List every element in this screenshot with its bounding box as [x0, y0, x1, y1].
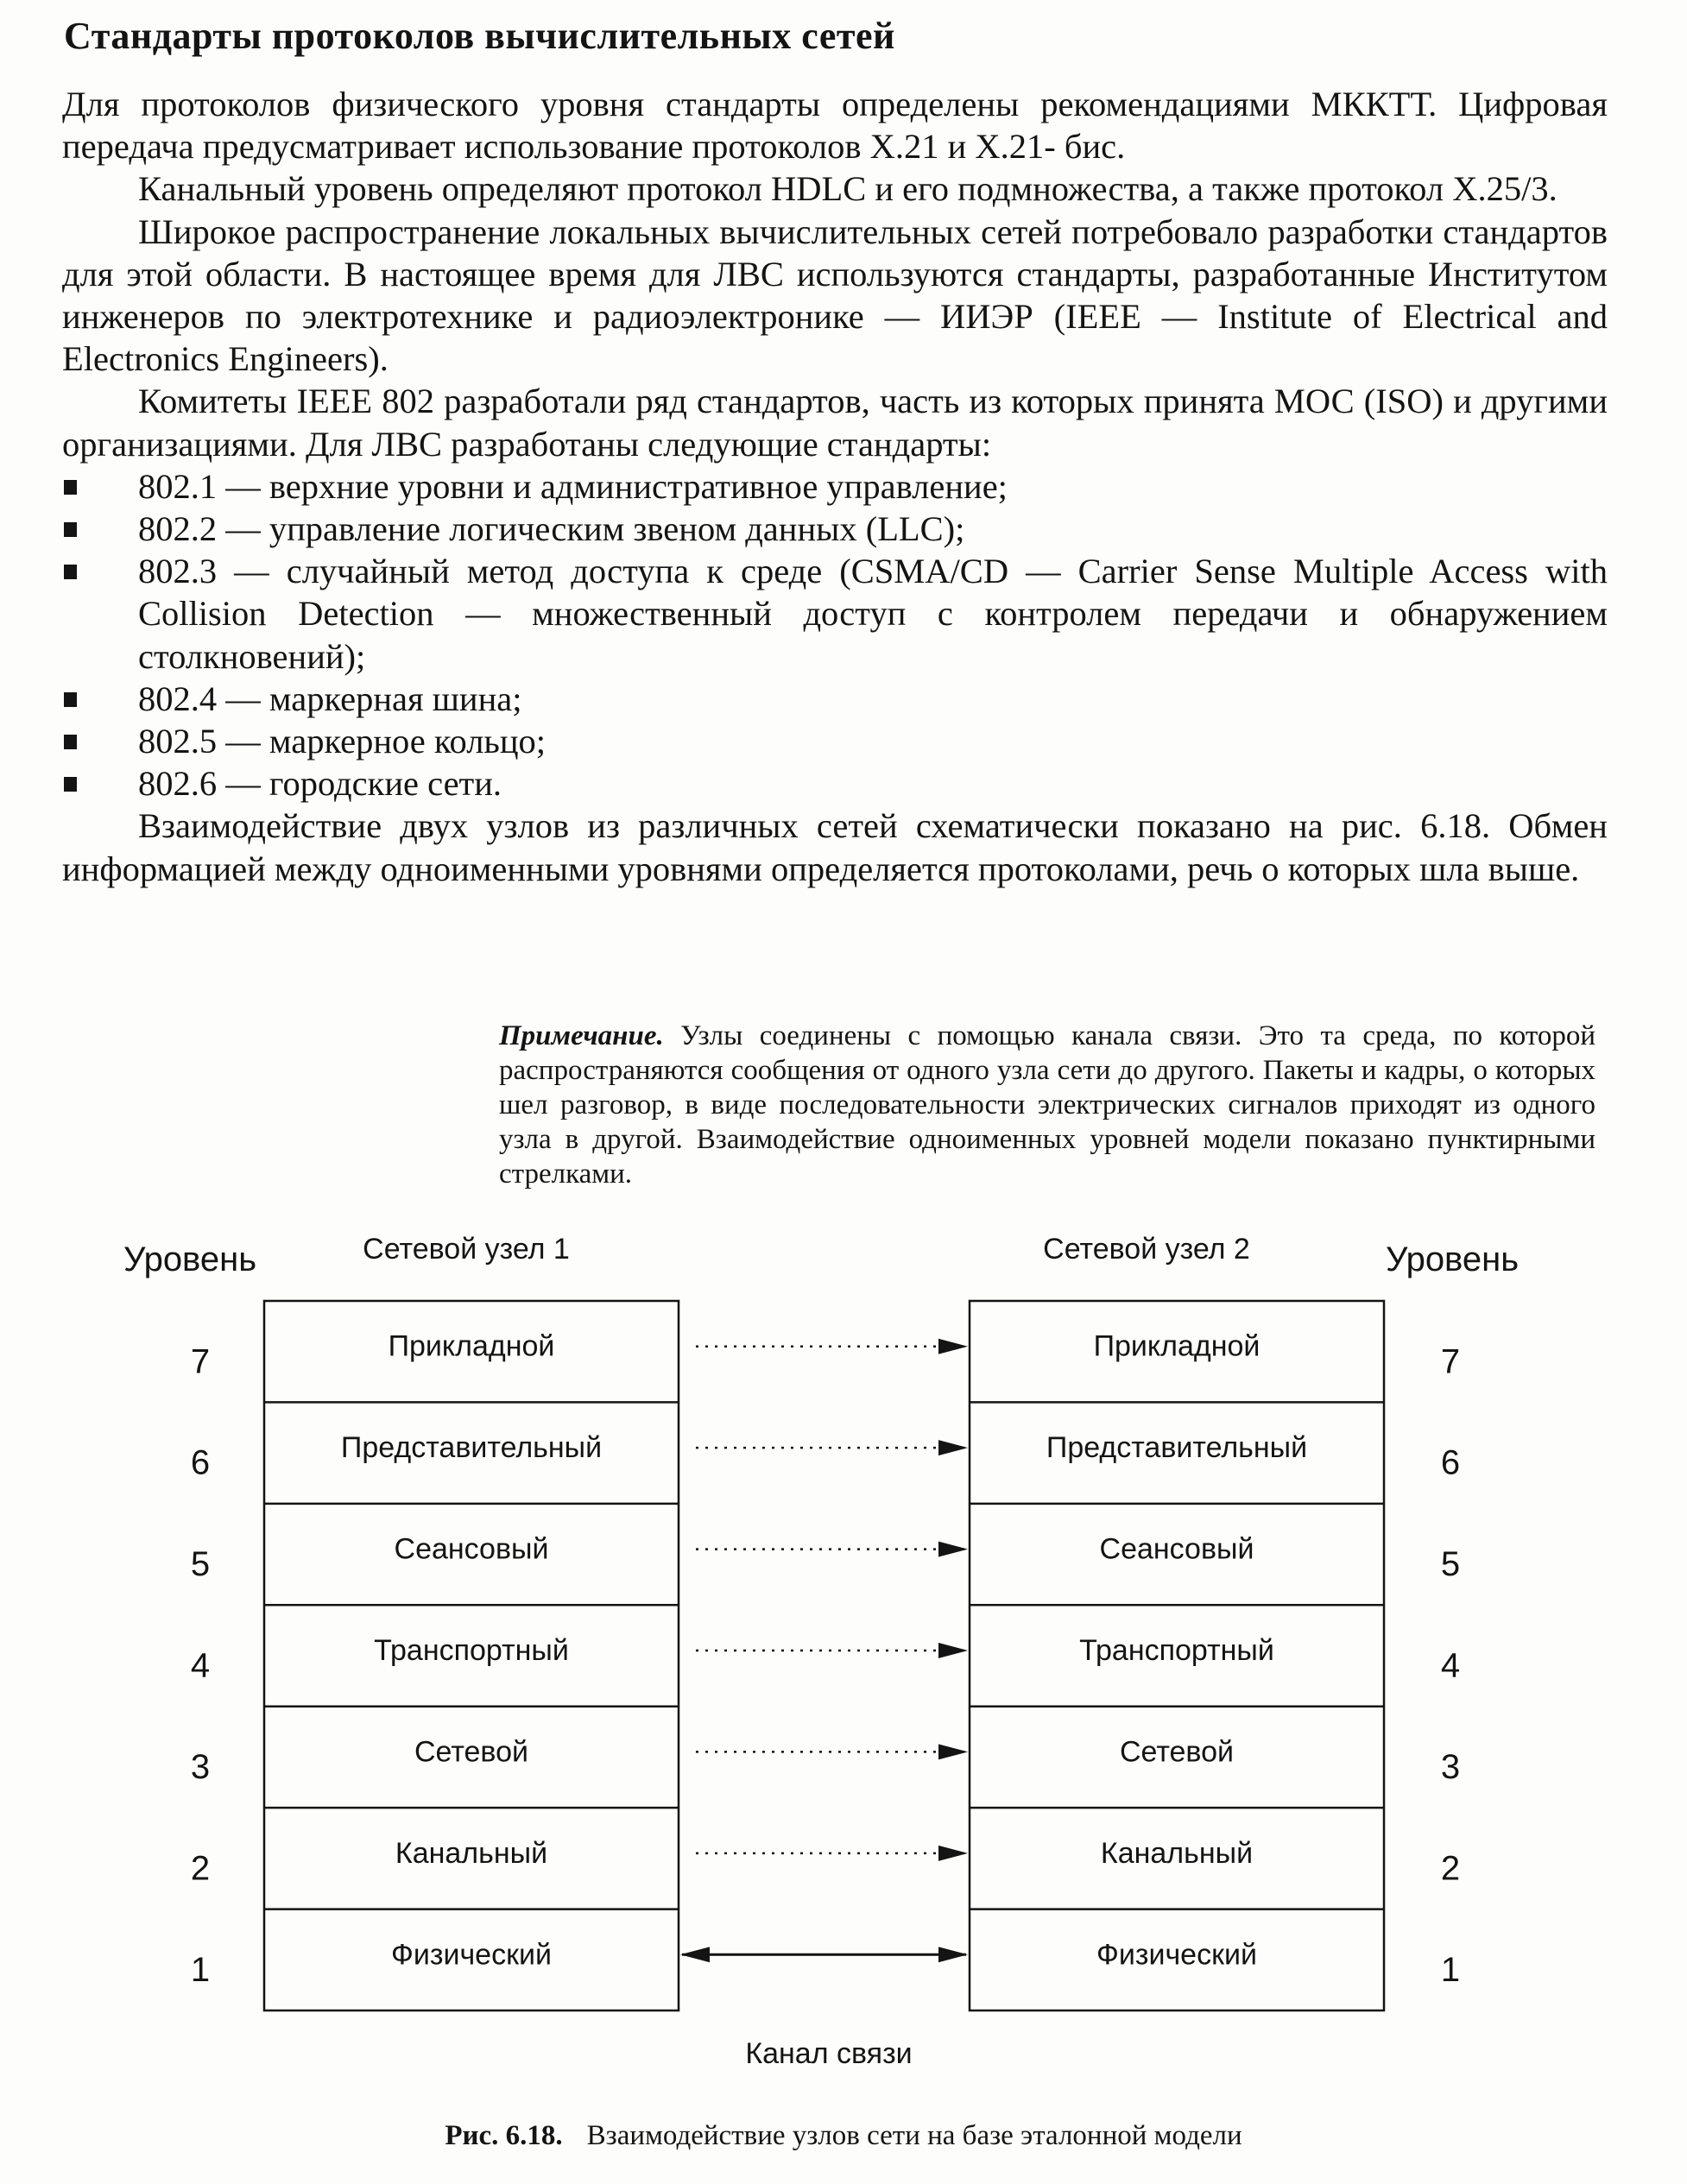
caption-label: Рис. 6.18. [445, 2120, 563, 2151]
layer-number-right: 3 [1440, 1747, 1461, 1786]
node-1-layer-name: Сетевой [414, 1735, 529, 1769]
layer-number-left: 2 [190, 1849, 211, 1888]
layer-rows [191, 1330, 1460, 1989]
node-2-layer-name: Физический [1096, 1938, 1257, 1972]
bullet-icon [64, 735, 77, 749]
node-2-layer-name: Представительный [1046, 1431, 1308, 1465]
osi-diagram [0, 1209, 1687, 2072]
bullet-icon [64, 692, 77, 707]
bullet-icon [64, 480, 77, 495]
list-item-text: 802.5 — маркерное кольцо; [138, 722, 547, 761]
node-2-layer-name: Сеансовый [1099, 1532, 1254, 1566]
list-item [62, 762, 1608, 805]
list-item-text: 802.2 — управление логическим звеном данных (LLC); [138, 509, 965, 549]
node-2-layer-name: Прикладной [1093, 1329, 1261, 1363]
note-text: Узлы соединены с помощью канала связи. Это та среда, по которой распространяются сообщения от одного узла сети до другого. Пакеты и кадры, о которых шел разговор, в виде последовательности электрических сигналов приходят из одного узла в другой. Взаимодействие одноименных уровней модели показано пунктирными стрелками. [499, 1020, 1595, 1190]
layer-number-left: 5 [190, 1545, 211, 1584]
node-1-layer-name: Транспортный [374, 1633, 569, 1667]
level-header-left: Уровень [123, 1240, 257, 1278]
node-2-layer-name: Сетевой [1119, 1735, 1235, 1769]
layer-number-right: 4 [1440, 1646, 1461, 1685]
node-1-title: Сетевой узел 1 [363, 1233, 570, 1266]
paragraph-data-link-layer: Канальный уровень определяют протокол HDLC и его подмножества, а также протокол Х.25/3. [138, 169, 1557, 209]
list-item-text: 802.3 — случайный метод доступа к среде (CSMA/CD — Carrier Sense Multiple Access with Collision Detection — множественный доступ с контролем передачи и обнаружением столкновений); [138, 552, 1608, 676]
layer-number-left: 4 [190, 1646, 211, 1685]
list-item [62, 465, 1608, 508]
caption-text: Взаимодействие узлов сети на базе эталонной модели [586, 2120, 1242, 2151]
list-item-text: 802.4 — маркерная шина; [138, 679, 522, 718]
list-item [62, 550, 1608, 678]
channel-label: Канал связи [745, 2037, 913, 2070]
body-text [62, 83, 1608, 890]
list-item [62, 720, 1608, 762]
node-1-layer-name: Прикладной [388, 1329, 555, 1363]
node-1-layer-name: Представительный [340, 1431, 603, 1465]
note-block [499, 1019, 1595, 1191]
list-item-text: 802.1 — верхние уровни и административное управление; [138, 466, 1008, 506]
layer-number-left: 3 [190, 1747, 211, 1786]
layer-number-right: 7 [1440, 1342, 1461, 1381]
layer-number-left: 7 [190, 1342, 211, 1381]
figure-caption [0, 2120, 1687, 2152]
level-header-right: Уровень [1385, 1240, 1520, 1278]
bullet-icon [64, 522, 77, 537]
layer-number-right: 1 [1440, 1950, 1461, 1989]
list-item-text: 802.6 — городские сети. [138, 764, 502, 804]
paragraph-ieee-802: Комитеты IEEE 802 разработали ряд стандартов, часть из которых принята МОС (ISO) и другими организациями. Для ЛВС разработаны следующие стандарты: [62, 382, 1608, 464]
node-2-title: Сетевой узел 2 [1043, 1233, 1250, 1266]
layer-number-right: 2 [1440, 1849, 1461, 1888]
layer-number-right: 5 [1440, 1545, 1461, 1584]
list-item [62, 508, 1608, 550]
layer-number-left: 1 [190, 1950, 211, 1989]
paragraph-node-interaction: Взаимодействие двух узлов из различных сетей схематически показано на рис. 6.18. Обмен информацией между одноименными уровнями определяется протоколами, речь о которых шла выше. [62, 806, 1608, 888]
section-heading: Стандарты протоколов вычислительных сетей [64, 15, 895, 57]
layer-number-right: 6 [1440, 1443, 1461, 1482]
node-1-layer-name: Канальный [395, 1836, 548, 1870]
node-1-layer-name: Сеансовый [394, 1532, 549, 1566]
list-item [62, 678, 1608, 720]
note-label: Примечание. [499, 1020, 664, 1051]
bullet-icon [64, 777, 77, 792]
node-1-layer-name: Физический [391, 1938, 552, 1972]
node-2-layer-name: Транспортный [1079, 1633, 1274, 1667]
node-2-layer-name: Канальный [1100, 1836, 1254, 1870]
standards-list [62, 465, 1608, 805]
paragraph-physical-layer: Для протоколов физического уровня стандарты определены рекомендациями МККТТ. Цифровая передача предусматривает использование протоколов Х.21 и Х.21- бис. [62, 85, 1608, 167]
paragraph-lan-standards: Широкое распространение локальных вычислительных сетей потребовало разработки стандартов для этой области. В настоящее время для ЛВС используются стандарты, разработанные Институтом инженеров по электротехнике и радиоэлектронике — ИИЭР (IEEE — Institute of Electrical and Electronics Engineers). [62, 211, 1608, 379]
bullet-icon [64, 565, 77, 579]
layer-number-left: 6 [190, 1443, 211, 1482]
